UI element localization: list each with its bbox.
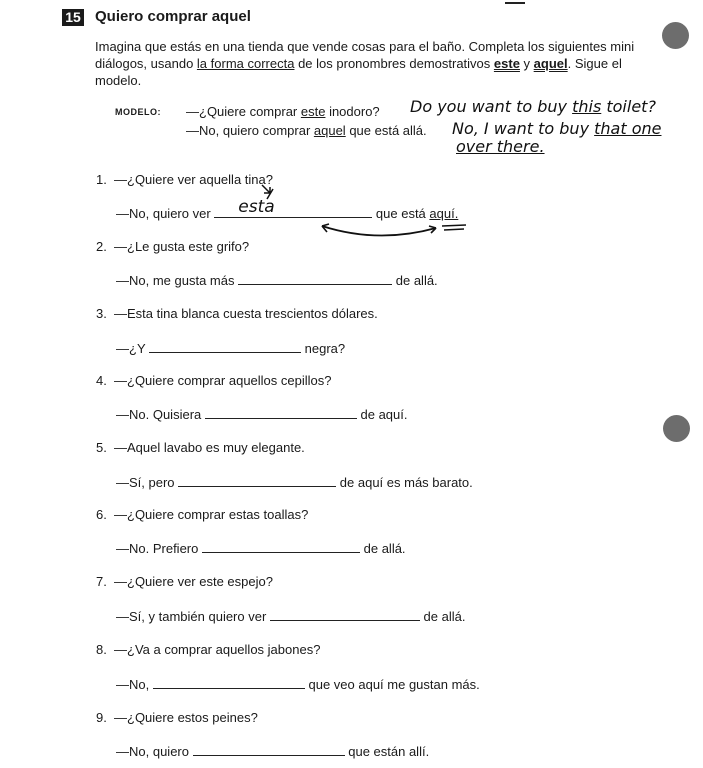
item-1-question bbox=[96, 172, 273, 187]
item-1-answer-suffix: que está bbox=[375, 206, 426, 221]
item-7-question bbox=[96, 574, 273, 589]
model-handwritten-translation-a bbox=[452, 119, 661, 138]
item-3-blank[interactable] bbox=[149, 340, 301, 353]
item-6-answer bbox=[116, 540, 406, 556]
instr-text-2: de los pronombres demostrativos bbox=[294, 56, 494, 71]
instr-este: este bbox=[493, 56, 520, 71]
instr-y: y bbox=[519, 56, 534, 71]
item-7-number: 7. bbox=[96, 574, 107, 589]
item-8-answer-prefix: —No, bbox=[116, 677, 150, 692]
hand-a2: that one bbox=[594, 119, 662, 138]
item-2-answer-suffix: de allá. bbox=[395, 273, 438, 288]
item-5-question bbox=[96, 440, 305, 455]
item-8-number: 8. bbox=[96, 642, 107, 657]
item-2-number: 2. bbox=[96, 239, 107, 254]
item-3-question-text: —Esta tina blanca cuesta trescientos dólares. bbox=[114, 306, 378, 321]
item-1-answer-aqui: aquí. bbox=[429, 206, 459, 221]
item-1-number: 1. bbox=[96, 172, 107, 187]
item-1-answer-prefix: —No, quiero ver bbox=[116, 206, 211, 221]
item-8-question bbox=[96, 642, 320, 657]
hand-a1: No, I want to buy bbox=[452, 119, 595, 138]
item-2-answer-prefix: —No, me gusta más bbox=[116, 273, 235, 288]
model-a-prefix: —No, quiero comprar bbox=[186, 123, 314, 138]
top-edge-mark bbox=[505, 2, 525, 4]
item-4-blank[interactable] bbox=[205, 406, 357, 419]
item-3-number: 3. bbox=[96, 306, 107, 321]
item-6-question-text: —¿Quiere comprar estas toallas? bbox=[114, 507, 309, 522]
item-4-answer-prefix: —No. Quisiera bbox=[116, 407, 202, 422]
item-7-answer-suffix: de allá. bbox=[423, 609, 466, 624]
item-4-question-text: —¿Quiere comprar aquellos cepillos? bbox=[114, 373, 332, 388]
item-1-question-text: —¿Quiere ver aquella tina? bbox=[114, 172, 273, 187]
item-9-answer bbox=[116, 743, 429, 759]
model-label: MODELO: bbox=[115, 107, 161, 117]
item-4-number: 4. bbox=[96, 373, 107, 388]
model-a-suffix: que está allá. bbox=[345, 123, 427, 138]
item-7-answer-prefix: —Sí, y también quiero ver bbox=[116, 609, 267, 624]
hand-q2: this bbox=[572, 97, 602, 116]
item-1-handwritten-answer: esta bbox=[238, 197, 275, 217]
item-6-blank[interactable] bbox=[202, 540, 360, 553]
instructions bbox=[95, 38, 655, 89]
instr-underlined: la forma correcta bbox=[196, 56, 295, 71]
item-3-question bbox=[96, 306, 378, 321]
item-5-number: 5. bbox=[96, 440, 107, 455]
binder-hole-middle bbox=[663, 415, 690, 442]
model-q-prefix: —¿Quiere comprar bbox=[186, 104, 301, 119]
item-6-question bbox=[96, 507, 308, 522]
item-7-answer bbox=[116, 608, 465, 624]
hand-q1: Do you want to buy bbox=[410, 97, 573, 116]
item-9-blank[interactable] bbox=[193, 743, 345, 756]
item-2-question bbox=[96, 239, 249, 254]
item-8-blank[interactable] bbox=[153, 676, 305, 689]
binder-hole-top bbox=[662, 22, 689, 49]
item-2-answer bbox=[116, 272, 438, 288]
model-question bbox=[186, 104, 380, 119]
item-9-answer-prefix: —No, quiero bbox=[116, 744, 189, 759]
item-1-blank[interactable] bbox=[214, 197, 372, 218]
hand-q3: toilet? bbox=[601, 97, 656, 116]
item-8-answer bbox=[116, 676, 480, 692]
item-3-answer-suffix: negra? bbox=[304, 341, 346, 356]
item-7-blank[interactable] bbox=[270, 608, 420, 621]
item-3-answer-prefix: —¿Y bbox=[116, 341, 146, 356]
model-q-este: este bbox=[300, 104, 326, 119]
instr-text-1: Imagina que estás en una tienda que vende cosas para el baño. Completa los siguientes mini diálogos, usando bbox=[95, 39, 635, 71]
handwritten-connecting-arrow bbox=[318, 220, 478, 240]
exercise-title: Quiero comprar aquel bbox=[95, 8, 251, 25]
exercise-number-badge: 15 bbox=[62, 9, 84, 26]
item-5-answer bbox=[116, 474, 473, 490]
item-7-question-text: —¿Quiere ver este espejo? bbox=[114, 574, 273, 589]
item-9-number: 9. bbox=[96, 710, 107, 725]
item-9-answer-suffix: que están allí. bbox=[348, 744, 430, 759]
item-9-question-text: —¿Quiere estos peines? bbox=[114, 710, 258, 725]
item-5-blank[interactable] bbox=[178, 474, 336, 487]
item-4-answer-suffix: de aquí. bbox=[360, 407, 408, 422]
item-2-blank[interactable] bbox=[238, 272, 392, 285]
item-1-answer bbox=[116, 197, 459, 221]
model-handwritten-translation-q bbox=[410, 97, 656, 116]
model-answer bbox=[186, 123, 427, 138]
item-2-question-text: —¿Le gusta este grifo? bbox=[114, 239, 250, 254]
model-handwritten-translation-a2 bbox=[456, 137, 545, 156]
instr-aquel: aquel bbox=[533, 56, 568, 71]
item-6-answer-prefix: —No. Prefiero bbox=[116, 541, 199, 556]
item-4-question bbox=[96, 373, 331, 388]
item-6-answer-suffix: de allá. bbox=[363, 541, 406, 556]
item-5-answer-prefix: —Sí, pero bbox=[116, 475, 175, 490]
item-9-question bbox=[96, 710, 258, 725]
model-q-suffix: inodoro? bbox=[325, 104, 380, 119]
item-8-answer-suffix: que veo aquí me gustan más. bbox=[308, 677, 480, 692]
model-a-aquel: aquel bbox=[313, 123, 346, 138]
item-5-answer-suffix: de aquí es más barato. bbox=[339, 475, 473, 490]
item-6-number: 6. bbox=[96, 507, 107, 522]
item-4-answer bbox=[116, 406, 408, 422]
item-8-question-text: —¿Va a comprar aquellos jabones? bbox=[114, 642, 321, 657]
hand-a3: over there. bbox=[456, 137, 545, 156]
item-5-question-text: —Aquel lavabo es muy elegante. bbox=[114, 440, 305, 455]
item-3-answer bbox=[116, 340, 345, 356]
instr-text-3: . Sigue el modelo. bbox=[95, 56, 622, 88]
